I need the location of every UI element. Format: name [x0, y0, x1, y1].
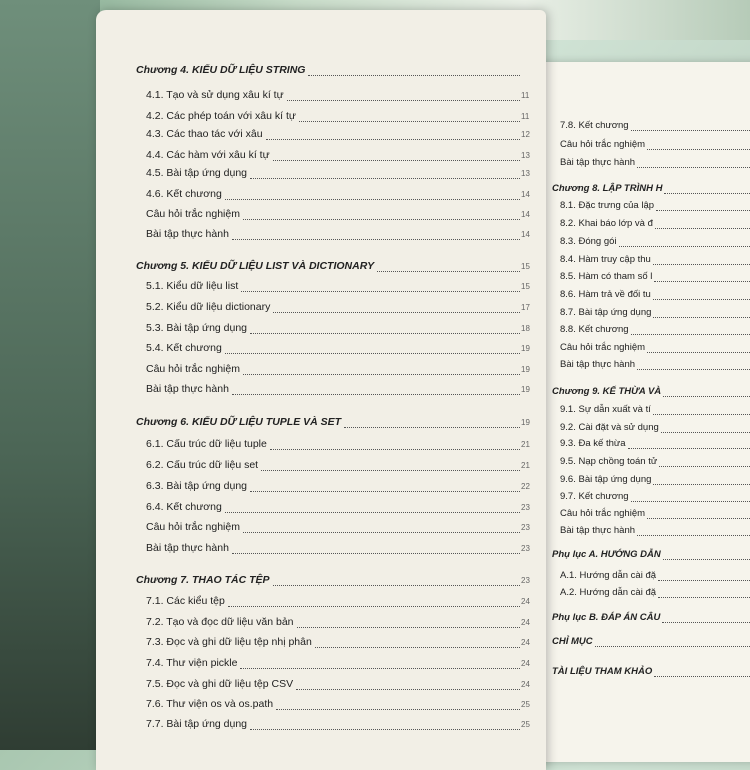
- toc-leader-dots: [240, 668, 520, 669]
- toc-page-number: 14: [521, 210, 530, 219]
- toc-entry: Câu hỏi trắc nghiệm: [146, 208, 240, 220]
- toc-chapter-heading: Chương 8. LẬP TRÌNH H: [552, 183, 663, 194]
- toc-entry: 8.6. Hàm trả về đối tu: [560, 289, 651, 300]
- toc-leader-dots: [656, 210, 750, 211]
- toc-leader-dots: [228, 606, 520, 607]
- toc-chapter-heading: Chương 6. KIỂU DỮ LIỆU TUPLE VÀ SET: [136, 416, 342, 428]
- toc-entry: Câu hỏi trắc nghiệm: [146, 521, 240, 533]
- toc-page-number: 24: [521, 638, 530, 647]
- toc-leader-dots: [647, 518, 750, 519]
- toc-leader-dots: [631, 130, 750, 131]
- toc-leader-dots: [659, 466, 750, 467]
- toc-page-number: 23: [521, 576, 530, 585]
- toc-page-number: 19: [521, 365, 530, 374]
- toc-leader-dots: [232, 553, 520, 554]
- toc-leader-dots: [225, 512, 520, 513]
- toc-leader-dots: [297, 627, 520, 628]
- toc-page-number: 11: [521, 91, 530, 100]
- toc-leader-dots: [250, 491, 520, 492]
- left-book-page: [96, 10, 546, 770]
- toc-leader-dots: [225, 353, 520, 354]
- toc-leader-dots: [273, 312, 520, 313]
- toc-entry: 7.4. Thư viện pickle: [146, 657, 238, 669]
- toc-leader-dots: [273, 585, 520, 586]
- toc-entry: 4.4. Các hàm với xâu kí tự: [146, 149, 270, 161]
- toc-leader-dots: [637, 535, 750, 536]
- toc-page-number: 13: [521, 169, 530, 178]
- toc-entry: 7.6. Thư viện os và os.path: [146, 698, 274, 710]
- toc-leader-dots: [273, 160, 520, 161]
- toc-entry: 9.6. Bài tập ứng dụng: [560, 474, 652, 485]
- toc-leader-dots: [344, 427, 520, 428]
- toc-leader-dots: [631, 334, 750, 335]
- toc-entry: 4.3. Các thao tác với xâu: [146, 128, 263, 140]
- toc-leader-dots: [658, 580, 750, 581]
- toc-leader-dots: [232, 394, 520, 395]
- toc-page-number: 19: [521, 344, 530, 353]
- toc-leader-dots: [637, 369, 750, 370]
- toc-leader-dots: [653, 317, 750, 318]
- toc-page-number: 13: [521, 151, 530, 160]
- toc-page-number: 14: [521, 230, 530, 239]
- toc-page-number: 25: [521, 720, 530, 729]
- toc-entry: 9.7. Kết chương: [560, 491, 629, 502]
- toc-entry: 9.5. Nạp chồng toán tử: [560, 456, 658, 467]
- toc-page-number: 19: [521, 418, 530, 427]
- toc-leader-dots: [225, 199, 520, 200]
- toc-page-number: 23: [521, 544, 530, 553]
- toc-chapter-heading: Phụ lục B. ĐÁP ÁN CÂU: [552, 612, 661, 623]
- toc-page-number: 24: [521, 680, 530, 689]
- toc-leader-dots: [664, 193, 750, 194]
- toc-page-number: 18: [521, 324, 530, 333]
- toc-leader-dots: [658, 597, 750, 598]
- toc-leader-dots: [315, 647, 520, 648]
- toc-entry: 7.2. Tạo và đọc dữ liệu văn bản: [146, 616, 294, 628]
- toc-leader-dots: [661, 432, 750, 433]
- toc-leader-dots: [243, 219, 520, 220]
- toc-entry: 9.3. Đa kế thừa: [560, 438, 626, 449]
- toc-entry: Bài tập thực hành: [146, 228, 229, 240]
- toc-leader-dots: [653, 264, 750, 265]
- toc-leader-dots: [296, 689, 520, 690]
- toc-entry: 4.6. Kết chương: [146, 188, 222, 200]
- toc-entry: 8.4. Hàm truy cập thu: [560, 254, 651, 265]
- toc-entry: Bài tập thực hành: [560, 525, 636, 536]
- toc-leader-dots: [637, 167, 750, 168]
- toc-leader-dots: [299, 121, 520, 122]
- toc-leader-dots: [654, 676, 750, 677]
- toc-entry: 7.1. Các kiểu tệp: [146, 595, 225, 607]
- toc-entry: 5.3. Bài tập ứng dụng: [146, 322, 248, 334]
- toc-entry: 5.1. Kiểu dữ liệu list: [146, 280, 239, 292]
- background-shadow: [0, 0, 100, 750]
- toc-chapter-heading: Chương 7. THAO TÁC TỆP: [136, 574, 270, 586]
- toc-leader-dots: [631, 501, 750, 502]
- toc-page-number: 21: [521, 461, 530, 470]
- toc-page-number: 24: [521, 659, 530, 668]
- toc-leader-dots: [653, 414, 750, 415]
- toc-entry: Bài tập thực hành: [146, 383, 229, 395]
- toc-entry: Câu hỏi trắc nghiệm: [560, 342, 646, 353]
- toc-leader-dots: [232, 239, 520, 240]
- toc-leader-dots: [308, 75, 520, 76]
- toc-page-number: 14: [521, 190, 530, 199]
- toc-page-number: 25: [521, 700, 530, 709]
- toc-page-number: 21: [521, 440, 530, 449]
- toc-leader-dots: [653, 299, 750, 300]
- toc-leader-dots: [655, 228, 750, 229]
- toc-leader-dots: [647, 352, 750, 353]
- toc-entry: 9.1. Sự dẫn xuất và tí: [560, 404, 651, 415]
- toc-entry: Bài tập thực hành: [146, 542, 229, 554]
- toc-entry: 6.1. Cấu trúc dữ liệu tuple: [146, 438, 267, 450]
- toc-entry: Câu hỏi trắc nghiệm: [146, 363, 240, 375]
- toc-leader-dots: [250, 333, 520, 334]
- toc-entry: 9.2. Cài đặt và sử dụng: [560, 422, 659, 433]
- toc-entry: Câu hỏi trắc nghiệm: [560, 508, 646, 519]
- toc-entry: 8.3. Đóng gói: [560, 236, 617, 247]
- toc-entry: 8.7. Bài tập ứng dụng: [560, 307, 652, 318]
- toc-page-number: 11: [521, 112, 530, 121]
- toc-entry: 7.5. Đọc và ghi dữ liệu tệp CSV: [146, 678, 294, 690]
- toc-entry: 7.3. Đọc và ghi dữ liệu tệp nhị phân: [146, 636, 312, 648]
- toc-page-number: 19: [521, 385, 530, 394]
- toc-entry: 6.3. Bài tập ứng dụng: [146, 480, 248, 492]
- toc-page-number: 12: [521, 130, 530, 139]
- toc-chapter-heading: Phụ lục A. HƯỚNG DẪN: [552, 549, 661, 560]
- toc-leader-dots: [250, 178, 520, 179]
- toc-chapter-heading: Chương 4. KIỂU DỮ LIỆU STRING: [136, 64, 306, 76]
- toc-chapter-heading: TÀI LIỆU THAM KHẢO: [552, 666, 653, 677]
- toc-leader-dots: [619, 246, 750, 247]
- toc-page-number: 24: [521, 597, 530, 606]
- toc-leader-dots: [243, 532, 520, 533]
- toc-chapter-heading: Chương 5. KIỂU DỮ LIỆU LIST VÀ DICTIONARY: [136, 260, 375, 272]
- toc-entry: 4.2. Các phép toán với xâu kí tự: [146, 110, 296, 122]
- toc-entry: A.1. Hướng dẫn cài đặ: [560, 570, 657, 581]
- toc-leader-dots: [241, 291, 520, 292]
- toc-page-number: 15: [521, 262, 530, 271]
- toc-chapter-heading: Chương 9. KẾ THỪA VÀ: [552, 386, 662, 397]
- toc-leader-dots: [647, 149, 750, 150]
- toc-entry: Câu hỏi trắc nghiệm: [560, 139, 646, 150]
- toc-entry: 4.5. Bài tập ứng dụng: [146, 167, 248, 179]
- toc-leader-dots: [663, 396, 750, 397]
- toc-entry: 6.4. Kết chương: [146, 501, 222, 513]
- toc-page-number: 23: [521, 503, 530, 512]
- toc-entry: 7.8. Kết chương: [560, 120, 629, 131]
- toc-page-number: 17: [521, 303, 530, 312]
- toc-leader-dots: [628, 448, 750, 449]
- toc-page-number: 15: [521, 282, 530, 291]
- toc-leader-dots: [250, 729, 520, 730]
- toc-leader-dots: [243, 374, 520, 375]
- toc-entry: 5.4. Kết chương: [146, 342, 222, 354]
- toc-entry: Bài tập thực hành: [560, 157, 636, 168]
- toc-entry: 8.5. Hàm có tham số l: [560, 271, 653, 282]
- toc-entry: 5.2. Kiểu dữ liệu dictionary: [146, 301, 271, 313]
- toc-page-number: 24: [521, 618, 530, 627]
- toc-leader-dots: [270, 449, 520, 450]
- toc-leader-dots: [653, 484, 750, 485]
- toc-leader-dots: [654, 281, 750, 282]
- toc-entry: 8.2. Khai báo lớp và đ: [560, 218, 653, 229]
- toc-entry: 8.8. Kết chương: [560, 324, 629, 335]
- toc-chapter-heading: CHỈ MỤC: [552, 636, 593, 647]
- toc-leader-dots: [663, 559, 750, 560]
- toc-entry: 8.1. Đặc trưng của lập: [560, 200, 655, 211]
- toc-entry: 7.7. Bài tập ứng dụng: [146, 718, 248, 730]
- toc-leader-dots: [266, 139, 520, 140]
- toc-entry: 6.2. Cấu trúc dữ liệu set: [146, 459, 259, 471]
- toc-page-number: 22: [521, 482, 530, 491]
- right-book-page: [528, 62, 750, 762]
- toc-entry: 4.1. Tạo và sử dụng xâu kí tự: [146, 89, 284, 101]
- toc-leader-dots: [595, 646, 750, 647]
- toc-leader-dots: [287, 100, 520, 101]
- toc-leader-dots: [261, 470, 520, 471]
- toc-entry: Bài tập thực hành: [560, 359, 636, 370]
- toc-leader-dots: [377, 271, 520, 272]
- toc-leader-dots: [276, 709, 520, 710]
- toc-entry: A.2. Hướng dẫn cài đặ: [560, 587, 657, 598]
- toc-leader-dots: [662, 622, 750, 623]
- toc-page-number: 23: [521, 523, 530, 532]
